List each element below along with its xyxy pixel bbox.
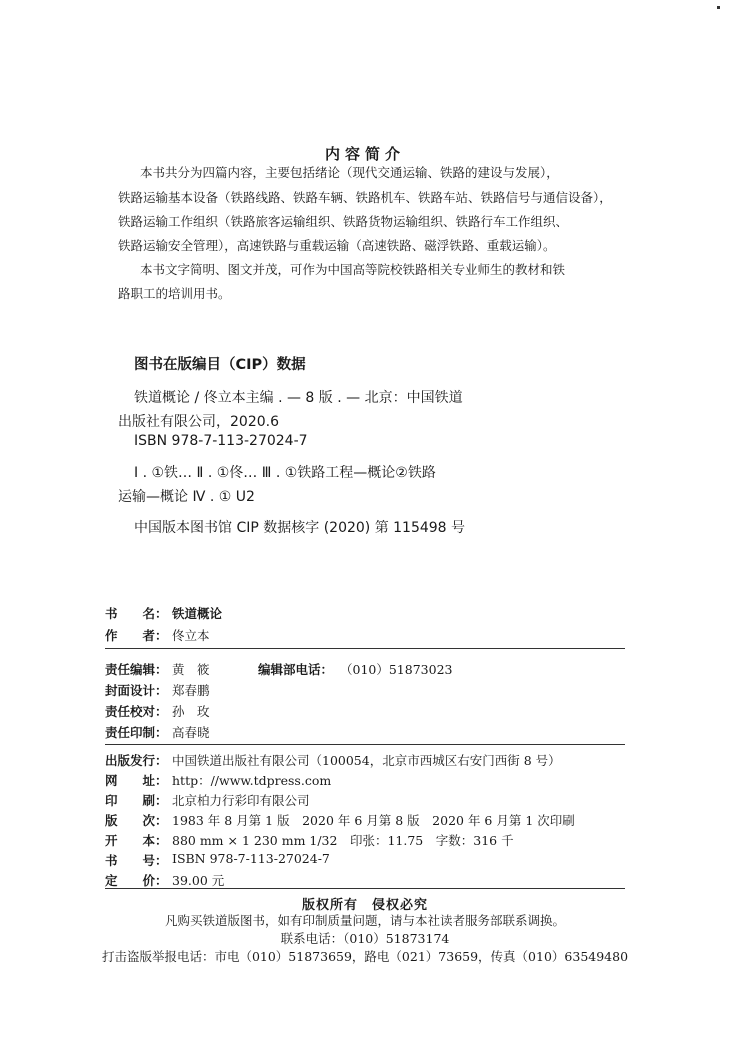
cip-line-1: 铁道概论 / 佟立本主编 . — 8 版 . — 北京：中国铁道 — [134, 390, 463, 406]
book-title-label: 书 名： — [105, 606, 168, 621]
copyright-title: 版权所有 侵权必究 — [301, 898, 428, 913]
editor-value: 黄 筱 — [172, 662, 210, 677]
intro-paragraph1-line1: 本书共分为四篇内容，主要包括绪论（现代交通运输、铁路的建设与发展）， — [140, 165, 559, 180]
intro-paragraph1-line3: 铁路运输工作组织（铁路旅客运输组织、铁路货物运输组织、铁路行车工作组织、 — [118, 214, 569, 229]
divider-1 — [105, 648, 625, 649]
intro-paragraph1-line4: 铁路运输安全管理），高速铁路与重载运输（高速铁路、磁浮铁路、重载运输）。 — [118, 238, 556, 253]
website-value: http：//www.tdpress.com — [172, 773, 332, 788]
publisher-label: 出版发行： — [105, 753, 168, 768]
price-label: 定 价： — [105, 873, 168, 888]
proofreader-value: 孙 玫 — [172, 704, 210, 719]
format-label: 开 本： — [105, 833, 168, 848]
edition-value: 1983 年 8 月第 1 版 2020 年 6 月第 8 版 2020 年 6 月第 1 次印刷 — [172, 813, 575, 828]
intro-paragraph1-line2: 铁路运输基本设备（铁路线路、铁路车辆、铁路机车、铁路车站、铁路信号与通信设备）， — [118, 190, 612, 205]
cip-line-6: 中国版本图书馆 CIP 数据核字 (2020) 第 115498 号 — [134, 520, 466, 536]
proofreader-label: 责任校对： — [105, 704, 168, 719]
editorial-phone-value: （010）51873023 — [340, 662, 453, 677]
intro-paragraph2-line2: 路职工的培训用书。 — [118, 286, 231, 301]
intro-title: 内容简介 — [324, 145, 405, 163]
book-title-value: 铁道概论 — [172, 606, 223, 621]
print-manager-value: 高春晓 — [172, 725, 210, 740]
intro-paragraph2-line1: 本书文字简明、图文并茂，可作为中国高等院校铁路相关专业师生的教材和铁 — [140, 262, 566, 277]
copyright-contact-phone: 联系电话：（010）51873174 — [280, 931, 450, 946]
divider-2 — [105, 744, 625, 745]
anti-piracy-phone: 打击盗版举报电话：市电（010）51873659，路电（021）73659，传真（010）63549480 — [101, 949, 629, 964]
cip-heading: 图书在版编目（CIP）数据 — [134, 357, 306, 373]
editor-label: 责任编辑： — [105, 662, 168, 677]
cip-line-4: Ⅰ . ①铁… Ⅱ . ①佟… Ⅲ . ①铁路工程—概论②铁路 — [134, 465, 436, 481]
printer-label: 印 刷： — [105, 793, 168, 808]
copyright-exchange-note: 凡购买铁道版图书，如有印制质量问题，请与本社读者服务部联系调换。 — [164, 913, 565, 928]
editorial-phone-label: 编辑部电话： — [258, 662, 334, 677]
cover-design-label: 封面设计： — [105, 683, 168, 698]
website-label: 网 址： — [105, 773, 168, 788]
printer-value: 北京柏力行彩印有限公司 — [172, 793, 310, 808]
isbn-label: 书 号： — [105, 853, 168, 868]
author-label: 作 者： — [105, 628, 168, 643]
cip-isbn-line: ISBN 978-7-113-27024-7 — [134, 433, 308, 449]
edition-label: 版 次： — [105, 813, 168, 828]
cip-line-5: 运输—概论 Ⅳ . ① U2 — [118, 489, 255, 505]
corner-mark — [717, 6, 720, 9]
publisher-value: 中国铁道出版社有限公司（100054，北京市西城区右安门西街 8 号） — [172, 753, 561, 768]
format-value: 880 mm × 1 230 mm 1/32 印张：11.75 字数：316 千 — [172, 833, 514, 848]
divider-3 — [105, 888, 625, 889]
isbn-value: ISBN 978-7-113-27024-7 — [172, 851, 330, 866]
author-value: 佟立本 — [172, 628, 210, 643]
cip-line-2: 出版社有限公司，2020.6 — [118, 414, 279, 430]
price-value: 39.00 元 — [172, 873, 225, 888]
print-manager-label: 责任印制： — [105, 725, 168, 740]
cover-design-value: 郑春鹏 — [172, 683, 210, 698]
